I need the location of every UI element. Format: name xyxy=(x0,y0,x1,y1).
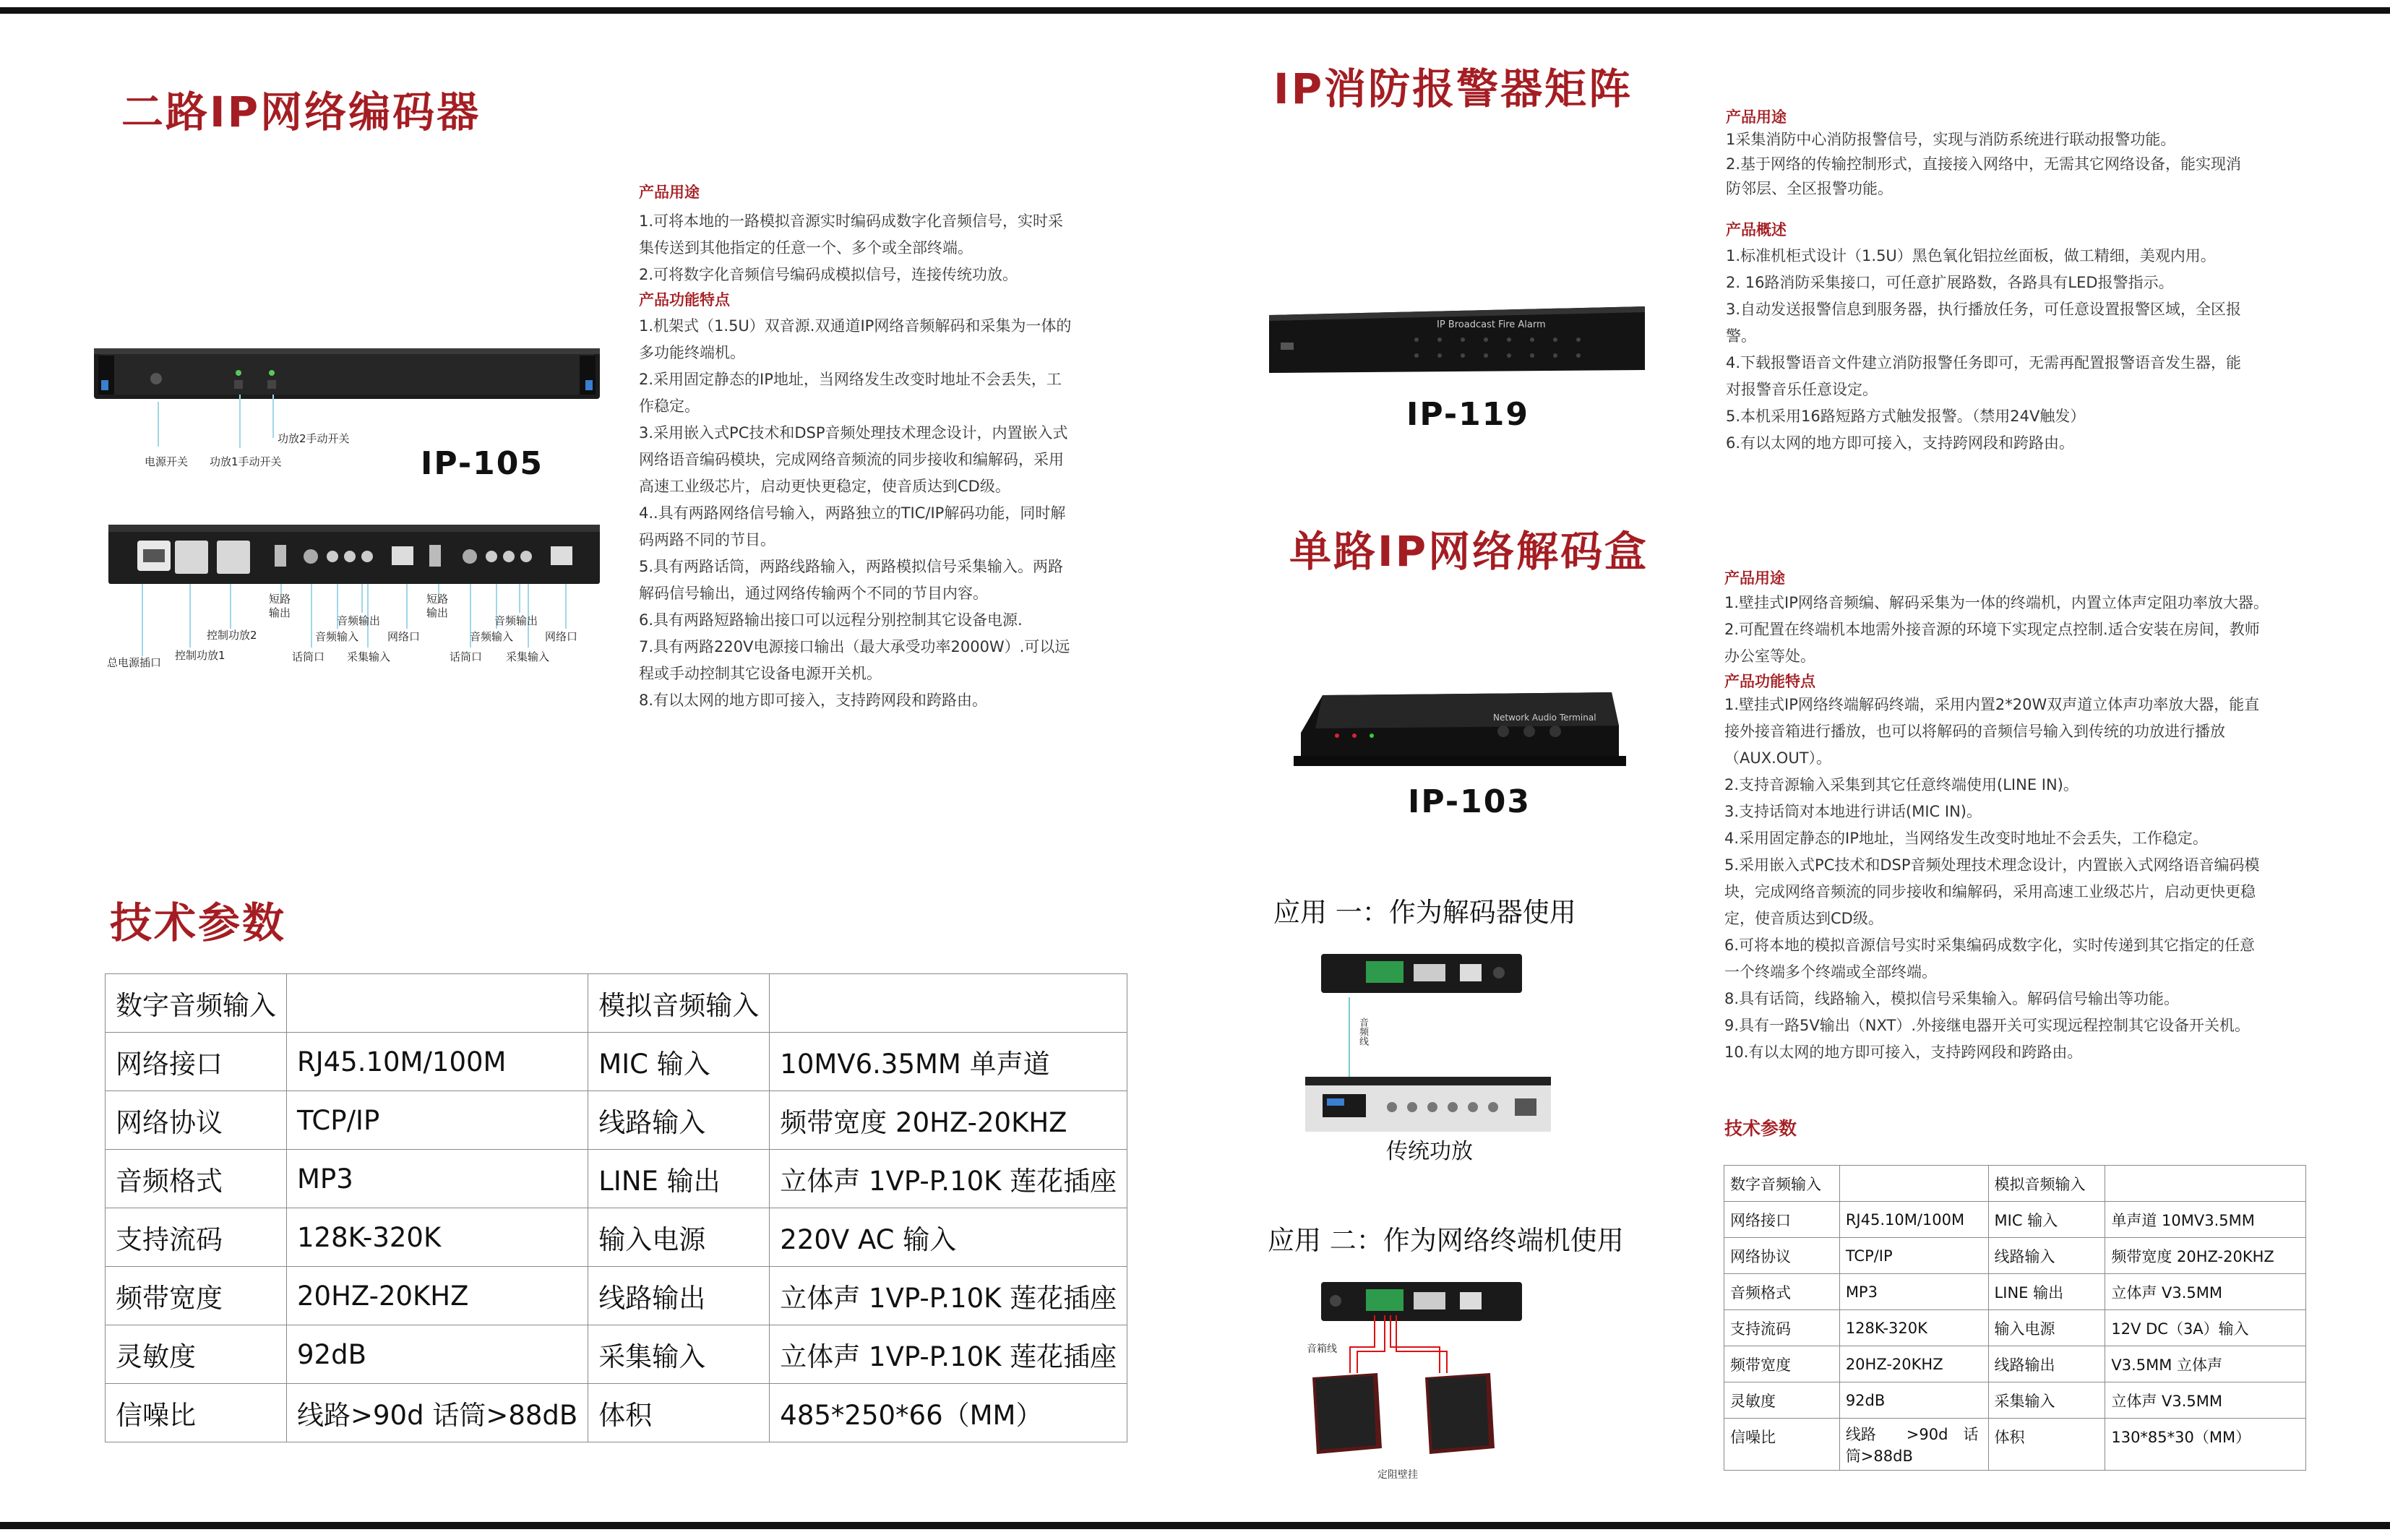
audio-cable-label: 音频线 xyxy=(1357,1018,1368,1046)
table-cell: RJ45.10M/100M xyxy=(287,1033,588,1091)
ip119-usage-line: 2.基于网络的传输控制形式，直接接入网络中，无需其它网络设备，能实现消 xyxy=(1726,155,2242,173)
label-network-2: 网络口 xyxy=(545,630,578,643)
ip103-feature-line: 1.壁挂式IP网络终端解码终端，采用内置2*20W双声道立体声功率放大器，能直 xyxy=(1724,696,2260,713)
table-cell: 频带宽度 20HZ-20KHZ xyxy=(2105,1238,2306,1274)
ip119-description xyxy=(1726,106,2318,457)
label-amp2-switch: 功放2手动开关 xyxy=(278,432,350,445)
traditional-amplifier xyxy=(1305,1075,1551,1133)
ip119-overview-line: 3.自动发送报警信息到服务器，执行播放任务，可任意设置报警区域，全区报 xyxy=(1726,301,2242,318)
label-audio-out-1: 音频输出 xyxy=(337,614,381,627)
ip119-overview-line: 6.有以太网的地方即可接入，支持跨网段和跨路由。 xyxy=(1726,434,2075,452)
table-cell: 立体声 V3.5MM xyxy=(2105,1382,2306,1419)
table-cell: 线路输入 xyxy=(1988,1238,2105,1274)
table-cell: 130*85*30（MM） xyxy=(2105,1419,2306,1471)
ip119-usage-line: 防邻层、全区报警功能。 xyxy=(1726,180,1893,197)
ip105-feature-line: 7.具有两路220V电源接口输出（最大承受功率2000W）.可以远 xyxy=(639,638,1070,655)
table-cell: 数字音频输入 xyxy=(1724,1166,1840,1202)
ip105-spec-title: 技术参数 xyxy=(110,898,287,947)
table-cell: 220V AC 输入 xyxy=(770,1208,1127,1267)
ip105-feature-line: 6.具有两路短路输出接口可以远程分别控制其它设备电源. xyxy=(639,611,1023,629)
table-cell: 单声道 10MV3.5MM xyxy=(2105,1202,2306,1238)
ip105-feature-line: 多功能终端机。 xyxy=(639,344,745,361)
ip103-feature-line: 2.支持音源输入采集到其它任意终端使用(LINE IN)。 xyxy=(1724,776,2079,793)
ip103-device xyxy=(1294,685,1626,772)
table-row xyxy=(1724,1166,2306,1202)
label-main-power: 总电源插口 xyxy=(107,656,162,669)
table-cell: MP3 xyxy=(1839,1274,1988,1310)
table-row xyxy=(106,1325,1127,1384)
ip103-feature-line: 定，使音质达到CD级。 xyxy=(1724,910,1883,927)
table-row xyxy=(1724,1202,2306,1238)
ip119-overview-line: 警。 xyxy=(1726,327,1756,345)
table-cell: 20HZ-20KHZ xyxy=(287,1267,588,1325)
table-cell: 92dB xyxy=(1839,1382,1988,1419)
table-cell: 灵敏度 xyxy=(106,1325,287,1384)
speaker-cable-label: 音箱线 xyxy=(1307,1343,1337,1355)
wall-speaker-right xyxy=(1425,1373,1495,1454)
table-cell: 频带宽度 20HZ-20KHZ xyxy=(770,1091,1127,1150)
table-row xyxy=(106,1208,1127,1267)
ip119-overview-line: 1.标准机柜式设计（1.5U）黑色氧化铝拉丝面板，做工精细，美观内用。 xyxy=(1726,247,2216,264)
ip103-title: 单路IP网络解码盒 xyxy=(1289,527,1649,576)
table-cell: MIC 输入 xyxy=(588,1033,770,1091)
label-amp1-switch: 功放1手动开关 xyxy=(210,455,282,468)
ip103-feature-line: 5.采用嵌入式PC技术和DSP音频处理技术理念设计，内置嵌入式网络语音编码模 xyxy=(1724,856,2260,874)
table-cell xyxy=(2105,1166,2306,1202)
table-cell: 线路>90d 话筒>88dB xyxy=(287,1384,588,1442)
wall-speaker-label: 定阻壁挂 xyxy=(1377,1469,1418,1481)
ip103-usage-line: 2.可配置在终端机本地需外接音源的环境下实现定点控制.适合安装在房间，教师 xyxy=(1724,621,2260,638)
table-cell: 音频格式 xyxy=(1724,1274,1840,1310)
ip105-feature-line: 网络语音编码模块，完成网络音频流的同步接收和编解码，采用 xyxy=(639,451,1064,468)
ip119-title: IP消防报警器矩阵 xyxy=(1273,64,1633,113)
table-cell: TCP/IP xyxy=(287,1091,588,1150)
ip103-feature-line: 10.有以太网的地方即可接入，支持跨网段和跨路由。 xyxy=(1724,1044,2083,1061)
table-cell: LINE 输出 xyxy=(1988,1274,2105,1310)
table-cell: 输入电源 xyxy=(1988,1310,2105,1346)
label-mic-2: 话筒口 xyxy=(450,650,483,663)
table-row xyxy=(106,974,1127,1033)
ip119-device-text: IP Broadcast Fire Alarm xyxy=(1437,319,1546,330)
ip105-usage-heading: 产品用途 xyxy=(639,184,700,201)
table-cell: 立体声 1VP-P.10K 莲花插座 xyxy=(770,1150,1127,1208)
ip103-feature-line: 4.采用固定静态的IP地址，当网络发生改变时地址不会丢失，工作稳定。 xyxy=(1724,830,2208,847)
ip103-spec-title: 技术参数 xyxy=(1724,1118,1797,1139)
table-cell: 网络协议 xyxy=(1724,1238,1840,1274)
table-row xyxy=(106,1150,1127,1208)
table-cell xyxy=(770,974,1127,1033)
table-cell: 92dB xyxy=(287,1325,588,1384)
top-border xyxy=(0,7,2390,14)
table-cell: 立体声 V3.5MM xyxy=(2105,1274,2306,1310)
ip105-description xyxy=(639,173,1130,714)
label-capture-in-1: 采集输入 xyxy=(347,650,391,663)
table-cell: 立体声 1VP-P.10K 莲花插座 xyxy=(770,1267,1127,1325)
table-cell: 信噪比 xyxy=(106,1384,287,1442)
ip103-usage-line: 办公室等处。 xyxy=(1724,648,1815,665)
table-cell xyxy=(287,974,588,1033)
table-cell: 128K-320K xyxy=(1839,1310,1988,1346)
ip103-description xyxy=(1724,567,2331,1066)
ip119-model: IP-119 xyxy=(1406,396,1529,433)
table-cell: MP3 xyxy=(287,1150,588,1208)
label-audio-out-2: 音频输出 xyxy=(494,614,538,627)
traditional-amplifier-label: 传统功放 xyxy=(1386,1139,1473,1164)
wall-speaker-left xyxy=(1312,1373,1382,1454)
ip119-usage-line: 1采集消防中心消防报警信号，实现与消防系统进行联动报警功能。 xyxy=(1726,131,2176,148)
table-cell: 10MV6.35MM 单声道 xyxy=(770,1033,1127,1091)
table-cell: 输入电源 xyxy=(588,1208,770,1267)
ip103-feature-line: 8.具有话筒，线路输入，模拟信号采集输入。解码信号输出等功能。 xyxy=(1724,990,2180,1007)
table-cell: 线路输出 xyxy=(1988,1346,2105,1382)
table-cell: 频带宽度 xyxy=(1724,1346,1840,1382)
table-cell: MIC 输入 xyxy=(1988,1202,2105,1238)
label-short-out-1: 短路输出 xyxy=(269,593,291,619)
table-cell: 线路输出 xyxy=(588,1267,770,1325)
ip119-usage-heading: 产品用途 xyxy=(1726,108,1787,126)
ip119-device xyxy=(1263,301,1651,382)
ip103-spec-table xyxy=(1724,1165,2306,1471)
table-cell: TCP/IP xyxy=(1839,1238,1988,1274)
table-cell: 网络协议 xyxy=(106,1091,287,1150)
ip103-feature-line: 6.可将本地的模拟音源信号实时采集编码成数字化，实时传递到其它指定的任意 xyxy=(1724,937,2256,954)
application-two-title: 应用 二：作为网络终端机使用 xyxy=(1268,1225,1624,1256)
ip103-usage-heading: 产品用途 xyxy=(1724,569,1785,587)
decoder-box-top xyxy=(1318,945,1525,997)
table-cell: LINE 输出 xyxy=(588,1150,770,1208)
table-row xyxy=(106,1033,1127,1091)
ip105-spec-table xyxy=(105,973,1127,1442)
label-mic-1: 话筒口 xyxy=(292,650,325,663)
ip105-feature-line: 程或手动控制其它设备电源开关机。 xyxy=(639,665,882,682)
table-row xyxy=(1724,1419,2306,1471)
label-audio-in-2: 音频输入 xyxy=(470,630,514,643)
table-cell: 485*250*66（MM） xyxy=(770,1384,1127,1442)
table-row xyxy=(1724,1238,2306,1274)
label-ctrl-amp2: 控制功放2 xyxy=(207,629,257,642)
ip103-model: IP-103 xyxy=(1408,783,1531,820)
ip105-front-panel xyxy=(94,334,600,412)
ip105-feature-line: 高速工业级芯片，启动更快更稳定，使音质达到CD级。 xyxy=(639,478,1010,495)
ip105-feature-line: 8.有以太网的地方即可接入，支持跨网段和跨路由。 xyxy=(639,692,988,709)
ip105-rear-panel xyxy=(108,525,600,584)
ip105-feature-line: 5.具有两路话筒，两路线路输入，两路模拟信号采集输入。两路 xyxy=(639,558,1064,575)
table-cell: 线路输入 xyxy=(588,1091,770,1150)
ip103-device-text: Network Audio Terminal xyxy=(1493,713,1596,723)
table-cell: 支持流码 xyxy=(1724,1310,1840,1346)
label-short-out-2: 短路输出 xyxy=(426,593,449,619)
table-cell: 音频格式 xyxy=(106,1150,287,1208)
bottom-border xyxy=(0,1522,2390,1529)
ip103-usage-line: 1.壁挂式IP网络音频编、解码采集为一体的终端机，内置立体声定阻功率放大器。 xyxy=(1724,594,2269,611)
ip103-feature-line: 块，完成网络音频流的同步接收和编解码，采用高速工业级芯片，启动更快更稳 xyxy=(1724,883,2256,900)
table-row xyxy=(1724,1310,2306,1346)
ip105-feature-line: 作稳定。 xyxy=(639,397,700,415)
ip105-usage-line: 集传送到其他指定的任意一个、多个或全部终端。 xyxy=(639,239,973,257)
table-cell: 采集输入 xyxy=(1988,1382,2105,1419)
table-cell: 模拟音频输入 xyxy=(588,974,770,1033)
table-cell: 线路 >90d 话筒>88dB xyxy=(1839,1419,1988,1471)
table-cell xyxy=(1839,1166,1988,1202)
label-ctrl-amp1: 控制功放1 xyxy=(175,649,225,662)
ip119-overview-heading: 产品概述 xyxy=(1726,221,1787,238)
table-row xyxy=(1724,1382,2306,1419)
table-row xyxy=(1724,1274,2306,1310)
ip105-model: IP-105 xyxy=(421,445,543,482)
table-cell: 20HZ-20KHZ xyxy=(1839,1346,1988,1382)
ip103-feature-line: 一个终端多个终端或全部终端。 xyxy=(1724,963,1937,981)
table-cell: 数字音频输入 xyxy=(106,974,287,1033)
ip105-feature-line: 2.采用固定静态的IP地址，当网络发生改变时地址不会丢失，工 xyxy=(639,371,1062,388)
table-cell: 体积 xyxy=(588,1384,770,1442)
table-row xyxy=(1724,1346,2306,1382)
table-cell: 体积 xyxy=(1988,1419,2105,1471)
table-cell: 采集输入 xyxy=(588,1325,770,1384)
table-row xyxy=(106,1384,1127,1442)
label-power-switch: 电源开关 xyxy=(145,455,189,468)
ip119-overview-line: 对报警音乐任意设定。 xyxy=(1726,381,1878,398)
table-cell: 支持流码 xyxy=(106,1208,287,1267)
ip105-feature-line: 1.机架式（1.5U）双音源.双通道IP网络音频解码和采集为一体的 xyxy=(639,317,1072,335)
ip103-feature-line: 接外接音箱进行播放，也可以将解码的音频信号输入到传统的功放进行播放 xyxy=(1724,723,2225,740)
table-cell: 128K-320K xyxy=(287,1208,588,1267)
ip119-overview-line: 5.本机采用16路短路方式触发报警。（禁用24V触发） xyxy=(1726,408,2086,425)
ip105-feature-line: 4..具有两路网络信号输入，两路独立的TIC/IP解码功能，同时解 xyxy=(639,504,1066,522)
application-one-title: 应用 一：作为解码器使用 xyxy=(1273,897,1576,928)
ip105-feature-line: 3.采用嵌入式PC技术和DSP音频处理技术理念设计，内置嵌入式 xyxy=(639,424,1068,442)
label-audio-in-1: 音频输入 xyxy=(315,630,359,643)
table-cell: 模拟音频输入 xyxy=(1988,1166,2105,1202)
label-network-1: 网络口 xyxy=(387,630,421,643)
ip103-features-heading: 产品功能特点 xyxy=(1724,673,1815,690)
ip119-overview-line: 4.下载报警语音文件建立消防报警任务即可，无需再配置报警语音发生器，能 xyxy=(1726,354,2242,371)
table-cell: 信噪比 xyxy=(1724,1419,1840,1471)
table-cell: V3.5MM 立体声 xyxy=(2105,1346,2306,1382)
ip105-features-heading: 产品功能特点 xyxy=(639,291,730,309)
ip103-feature-line: 3.支持话筒对本地进行讲话(MIC IN)。 xyxy=(1724,803,1982,820)
table-row xyxy=(106,1267,1127,1325)
ip103-feature-line: 9.具有一路5V输出（NXT）.外接继电器开关可实现远程控制其它设备开关机。 xyxy=(1724,1017,2250,1034)
ip105-usage-line: 1.可将本地的一路模拟音源实时编码成数字化音频信号，实时采 xyxy=(639,212,1064,230)
table-cell: 网络接口 xyxy=(1724,1202,1840,1238)
ip105-feature-line: 解码信号输出，通过网络传输两个不同的节目内容。 xyxy=(639,585,988,602)
table-cell: 立体声 1VP-P.10K 莲花插座 xyxy=(770,1325,1127,1384)
ip105-feature-line: 码两路不同的节目。 xyxy=(639,531,775,549)
table-cell: 12V DC（3A）输入 xyxy=(2105,1310,2306,1346)
table-cell: 灵敏度 xyxy=(1724,1382,1840,1419)
table-cell: 网络接口 xyxy=(106,1033,287,1091)
ip103-feature-line: （AUX.OUT）。 xyxy=(1724,749,1832,767)
ip119-overview-line: 2. 16路消防采集接口，可任意扩展路数，各路具有LED报警指示。 xyxy=(1726,274,2174,291)
label-capture-in-2: 采集输入 xyxy=(506,650,550,663)
table-cell: 频带宽度 xyxy=(106,1267,287,1325)
table-cell: RJ45.10M/100M xyxy=(1839,1202,1988,1238)
ip105-title: 二路IP网络编码器 xyxy=(121,87,481,137)
table-row xyxy=(106,1091,1127,1150)
speaker-wires xyxy=(1318,1315,1492,1373)
ip105-usage-line: 2.可将数字化音频信号编码成模拟信号，连接传统功放。 xyxy=(639,266,1018,283)
